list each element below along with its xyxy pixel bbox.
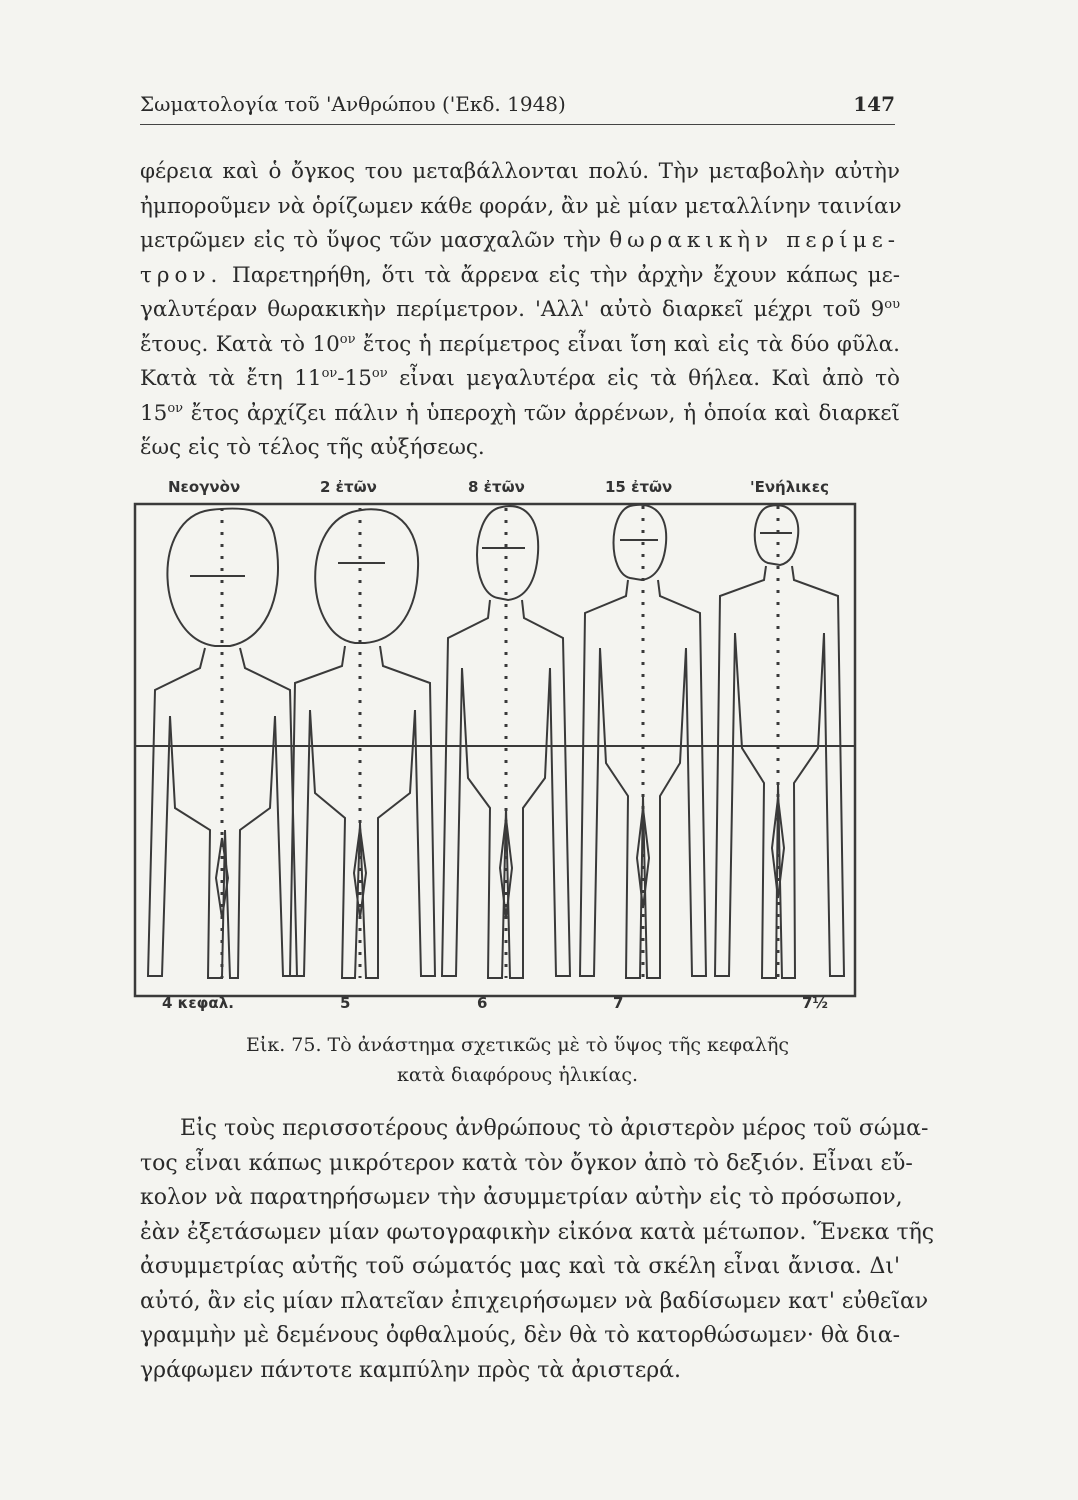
caption-line: κατὰ διαφόρους ἡλικίας. xyxy=(396,1064,639,1086)
figure-drawing xyxy=(130,478,860,1018)
text-fragment: Κατὰ τὰ ἔτη 11 xyxy=(140,366,322,391)
figure-newborn xyxy=(148,508,297,978)
text-line: αὐτό, ἂν εἰς μίαν πλατεῖαν ἐπιχειρήσωμεν νὰ βαδίσωμεν κατ' εὐθεῖαν xyxy=(140,1288,929,1314)
text-line xyxy=(140,259,900,294)
age-label-15-years: 15 ἐτῶν xyxy=(605,478,673,496)
text-fragment: Παρετηρήθη, ὅτι τὰ ἄρρενα εἰς τὴν ἀρχὴν ἔχουν κάπως με- xyxy=(232,262,900,288)
paragraph-bottom xyxy=(140,1112,935,1388)
text-fragment: γαλυτέραν θωρακικὴν περίμετρον. 'Αλλ' αὐτὸ διαρκεῖ μέχρι τοῦ 9 xyxy=(140,297,885,322)
ordinal-suffix: ου xyxy=(884,296,900,312)
text-line: ἐὰν ἐξετάσωμεν μίαν φωτογραφικὴν εἰκόνα κατὰ μέτωπον. Ἕνεκα τῆς xyxy=(140,1219,935,1245)
text-line: γραμμὴν μὲ δεμένους ὀφθαλμούς, δὲν θὰ τὸ κατορθώσωμεν· θὰ δια- xyxy=(140,1323,901,1348)
ordinal-suffix: ον xyxy=(321,365,338,381)
figure-body-proportions xyxy=(130,478,860,1018)
text-fragment: -15 xyxy=(337,366,372,391)
text-line: γράφωμεν πάντοτε καμπύλην πρὸς τὰ ἀριστερά. xyxy=(140,1357,681,1383)
text-fragment: ἔτος ἀρχίζει πάλιν ἡ ὑπεροχὴ τῶν ἀρρένων, ἡ ὁποία καὶ διαρκεῖ xyxy=(190,400,900,426)
age-label-2-years: 2 ἐτῶν xyxy=(320,478,377,496)
figure-2-years xyxy=(290,508,435,978)
head-count-7-half: 7½ xyxy=(802,994,828,1012)
ordinal-suffix: ον xyxy=(167,400,184,416)
age-label-8-years: 8 ἐτῶν xyxy=(468,478,525,496)
text-line: Εἰς τοὺς περισσοτέρους ἀνθρώπους τὸ ἀριστερὸν μέρος τοῦ σώμα- xyxy=(180,1116,929,1141)
ordinal-suffix: ον xyxy=(371,365,388,381)
text-line: ἕως εἰς τὸ τέλος τῆς αὐξήσεως. xyxy=(140,435,485,460)
text-fragment: εἶναι μεγαλυτέρα εἰς τὰ θήλεα. Καὶ ἀπὸ τὸ xyxy=(399,366,900,391)
running-title: Σωματολογία τοῦ 'Ανθρώπου ('Εκδ. 1948) xyxy=(140,92,566,116)
text-line xyxy=(140,293,900,328)
ordinal-suffix: ον xyxy=(339,331,356,347)
head-count-4: 4 κεφαλ. xyxy=(162,994,234,1012)
text-line: ἠμποροῦμεν νὰ ὁρίζωμεν κάθε φοράν, ἂν μὲ μίαν μεταλλίνην ταινίαν xyxy=(140,193,902,219)
head-count-6: 6 xyxy=(477,994,488,1012)
text-fragment: 15 xyxy=(140,400,168,426)
text-line: κολον νὰ παρατηρήσωμεν τὴν ἀσυμμετρίαν αὐτὴν εἰς τὸ πρόσωπον, xyxy=(140,1185,903,1210)
text-fragment: μετρῶμεν εἰς τὸ ὕψος τῶν μασχαλῶν τὴν xyxy=(140,228,602,253)
text-line xyxy=(140,362,900,397)
emphasized-term-end: τρον. xyxy=(140,262,223,288)
paragraph-top xyxy=(140,155,900,466)
emphasized-term: θωρακικὴν περίμε- xyxy=(609,228,900,253)
text-line xyxy=(140,397,900,432)
text-line xyxy=(140,224,900,259)
age-label-newborn: Νεογνὸν xyxy=(168,478,241,496)
figure-15-years xyxy=(580,505,706,978)
text-line: φέρεια καὶ ὁ ὄγκος του μεταβάλλονται πολύ. Τὴν μεταβολὴν αὐτὴν xyxy=(140,159,900,184)
text-line xyxy=(140,328,900,363)
text-line: ἀσυμμετρίας αὐτῆς τοῦ σώματός μας καὶ τὰ σκέλη εἶναι ἄνισα. Δι' xyxy=(140,1254,900,1279)
figure-frame xyxy=(135,504,855,996)
head-count-5: 5 xyxy=(340,994,351,1012)
age-label-adults: 'Ενήλικες xyxy=(750,478,829,496)
text-fragment: ἔτος ἡ περίμετρος εἶναι ἴση καὶ εἰς τὰ δύο φῦλα. xyxy=(362,331,900,357)
figure-caption xyxy=(140,1030,895,1090)
page-number: 147 xyxy=(853,92,895,116)
caption-line: Εἰκ. 75. Τὸ ἀνάστημα σχετικῶς μὲ τὸ ὕψος τῆς κεφαλῆς xyxy=(246,1034,789,1056)
text-line: τος εἶναι κάπως μικρότερον κατὰ τὸν ὄγκον ἀπὸ τὸ δεξιόν. Εἶναι εὔ- xyxy=(140,1150,913,1176)
head-count-7: 7 xyxy=(613,994,624,1012)
figure-adult xyxy=(715,505,844,978)
figure-8-years xyxy=(442,506,570,978)
page-header xyxy=(140,84,895,125)
text-fragment: ἔτους. Κατὰ τὸ 10 xyxy=(140,331,340,357)
